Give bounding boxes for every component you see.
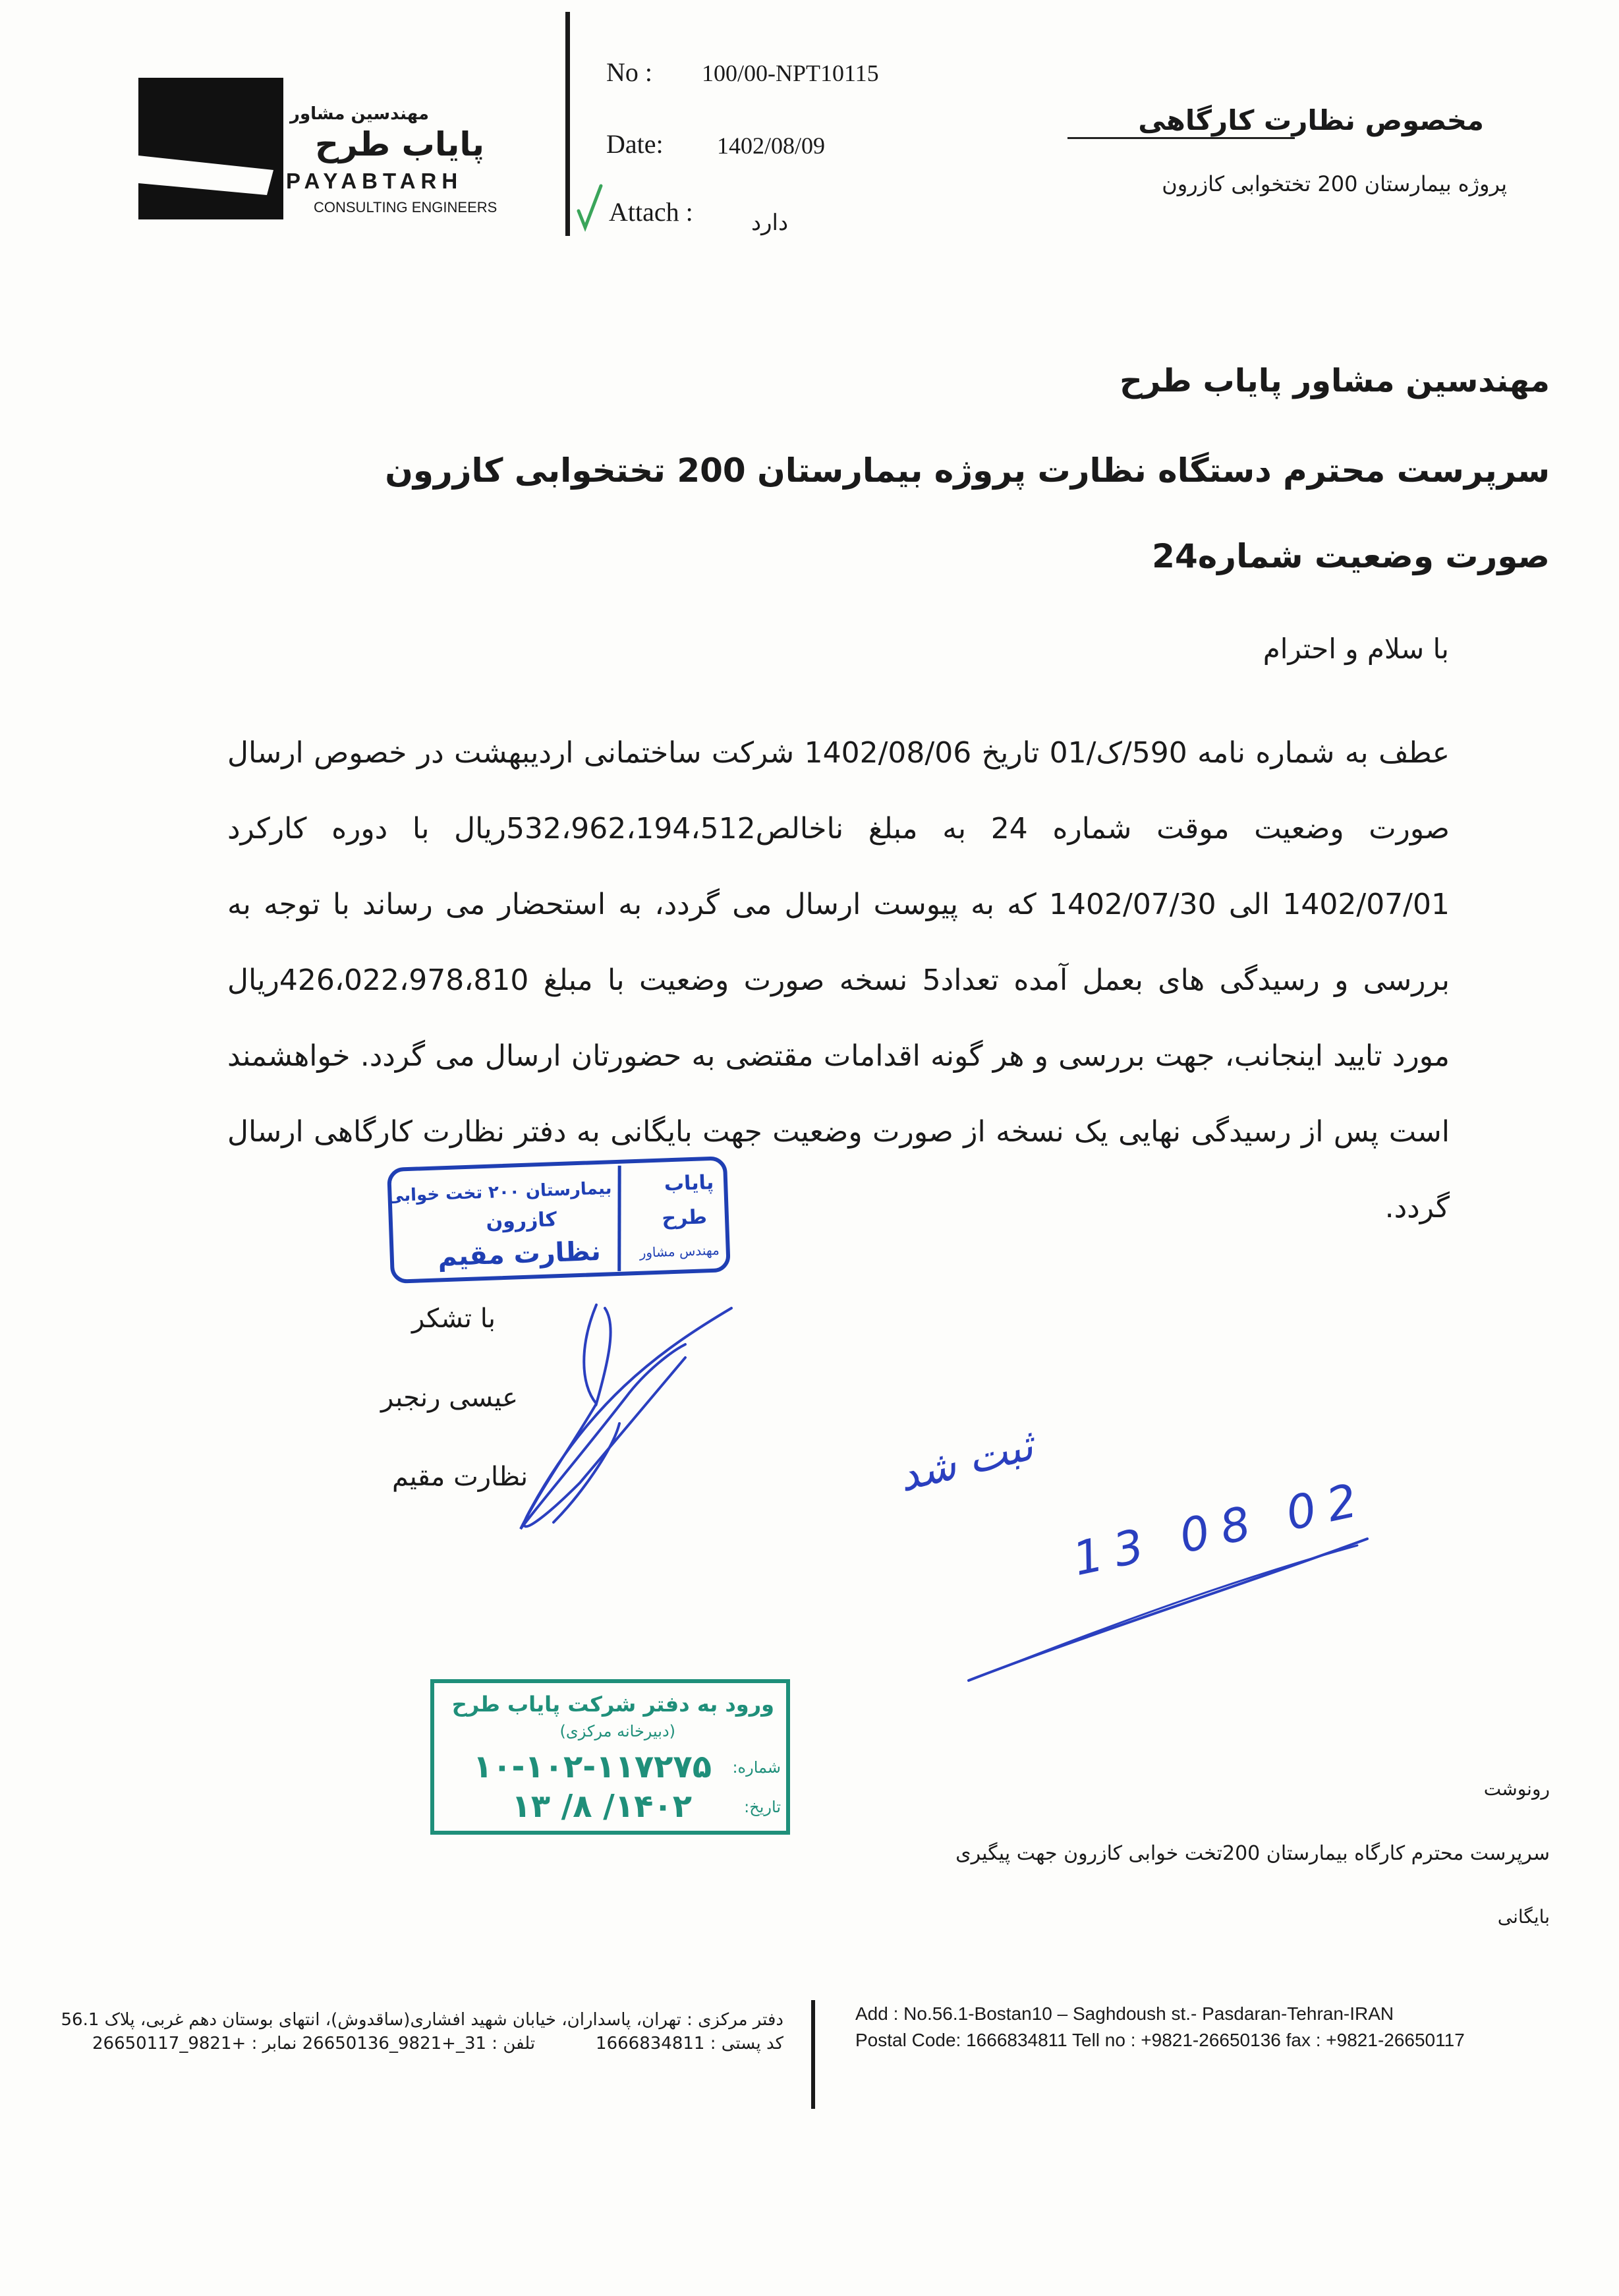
attachment-label: Attach :	[609, 197, 693, 227]
footer-phone-fa: تلفن : 31_+9821_26650136 نمابر : +9821_26650117	[92, 2034, 536, 2053]
header-divider	[565, 12, 570, 236]
letter-date-label: Date:	[606, 129, 664, 159]
footer-postal-fa: کد پستی : 1666834811	[596, 2034, 783, 2053]
signer-role: نظارت مقیم	[392, 1462, 528, 1492]
handwritten-note: ثبت شد	[894, 1421, 1038, 1502]
greeting: با سلام و احترام	[1263, 633, 1449, 665]
stamp-top-left-line-3: مهندس مشاور	[639, 1242, 720, 1261]
letter-number-value: 100/00-NPT10115	[702, 60, 879, 86]
handwritten-number: 13 08 02	[1068, 1471, 1374, 1587]
footer-divider	[811, 2000, 815, 2109]
stamp-top-right-line-1: بیمارستان ۲۰۰ تخت خوابی	[386, 1178, 612, 1207]
footer-contact-en: Postal Code: 1666834811 Tell no : +9821-26650136 fax : +9821-26650117	[855, 2030, 1465, 2050]
supervision-stamp	[385, 1155, 735, 1286]
logo-name-fa: پایاب طرح	[315, 125, 484, 163]
signature-scribble-icon	[521, 1305, 731, 1529]
stamp-top-right-line-3: نظارت مقیم	[437, 1236, 602, 1273]
logo-name-en: PAYABTARH	[286, 169, 463, 193]
title-underline	[1067, 137, 1295, 139]
cc-recipient: سرپرست محترم کارگاه بیمارستان 200تخت خوابی کازرون جهت پیگیری	[955, 1842, 1550, 1865]
closing-thanks: با تشکر	[412, 1304, 496, 1334]
stamp-top-right-line-2: کازرون	[485, 1208, 557, 1234]
handwritten-stroke-icon	[995, 1545, 1357, 1671]
check-mark-icon	[579, 186, 601, 227]
footer-address-en: Add : No.56.1-Bostan10 – Saghdoush st.- Pasdaran-Tehran-IRAN	[855, 2003, 1394, 2024]
stamp-frame-icon	[385, 1155, 735, 1286]
registry-number-label: شماره:	[732, 1758, 781, 1777]
company-logo	[138, 78, 507, 223]
letter-date-value: 1402/08/09	[717, 132, 826, 159]
project-name: پروژه بیمارستان 200 تختخوابی کازرون	[1162, 171, 1507, 196]
logo-name-fa-small: مهندسین مشاور	[290, 104, 429, 124]
registry-date-value: ۱۴۰۲/ ۸/ ۱۳	[511, 1788, 692, 1825]
stamp-top-left-line-2: طرح	[661, 1205, 708, 1230]
attachment-value: دارد	[751, 211, 789, 235]
cc-archive: بایگانی	[1497, 1906, 1550, 1928]
registry-stamp-subtitle: (دبیرخانه مرکزی)	[559, 1722, 675, 1740]
footer-address-fa: دفتر مرکزی : تهران، پاسداران، خیابان شهید افشاری(ساقدوش)، انتهای بوستان دهم غربی، پلاک 56.1	[61, 2010, 783, 2030]
letter-number-label: No :	[606, 57, 652, 87]
letter-subject: صورت وضعیت شماره24	[1152, 537, 1550, 575]
logo-mark-icon	[138, 78, 283, 219]
addressee-company: مهندسین مشاور پایاب طرح	[1120, 362, 1550, 399]
registry-stamp	[428, 1677, 794, 1839]
registry-stamp-title: ورود به دفتر شرکت پایاب طرح	[451, 1692, 774, 1717]
logo-subtitle-en: CONSULTING ENGINEERS	[314, 199, 497, 215]
registry-date-label: تاریخ:	[744, 1798, 781, 1816]
letter-body-paragraph: عطف به شماره نامه 590/ک/01 تاریخ 1402/08/06 شرکت ساختمانی اردیبهشت در خصوص ارسال صورت وضعیت موقت شماره 24 به مبلغ ناخالص532،962،194،512ریال با دوره کارکرد 1402/07/01 الی 1402/07/30 که به پیوست ارسال می گردد، به استحضار می رساند با توجه به بررسی و رسیدگی های بعمل آمده تعداد5 نسخه صورت وضعیت با مبلغ 426،022،978،810ریال مورد تایید اینجانب، جهت بررسی و هر گونه اقدامات مقتضی به حضورتان ارسال می گردد. خواهشمند است پس از رسیدگی نهایی یک نسخه از صورت وضعیت جهت بایگانی به دفتر نظارت کارگاهی ارسال گردد.	[227, 736, 1450, 1224]
handwritten-stroke-icon	[969, 1539, 1367, 1680]
signer-name: عیسی رنجبر	[381, 1383, 519, 1413]
registry-stamp-frame-icon	[428, 1677, 794, 1839]
special-supervision-title: مخصوص نظارت کارگاهی	[1138, 104, 1484, 136]
addressee-person: سرپرست محترم دستگاه نظارت پروژه بیمارستان 200 تختخوابی کازرون	[385, 451, 1550, 490]
registry-number-value: ۱۰-۱۰۲-۱۱۷۲۷۵	[472, 1748, 712, 1785]
cc-title: رونوشت	[1483, 1778, 1550, 1800]
stamp-top-left-line-1: پایاب	[664, 1170, 714, 1196]
